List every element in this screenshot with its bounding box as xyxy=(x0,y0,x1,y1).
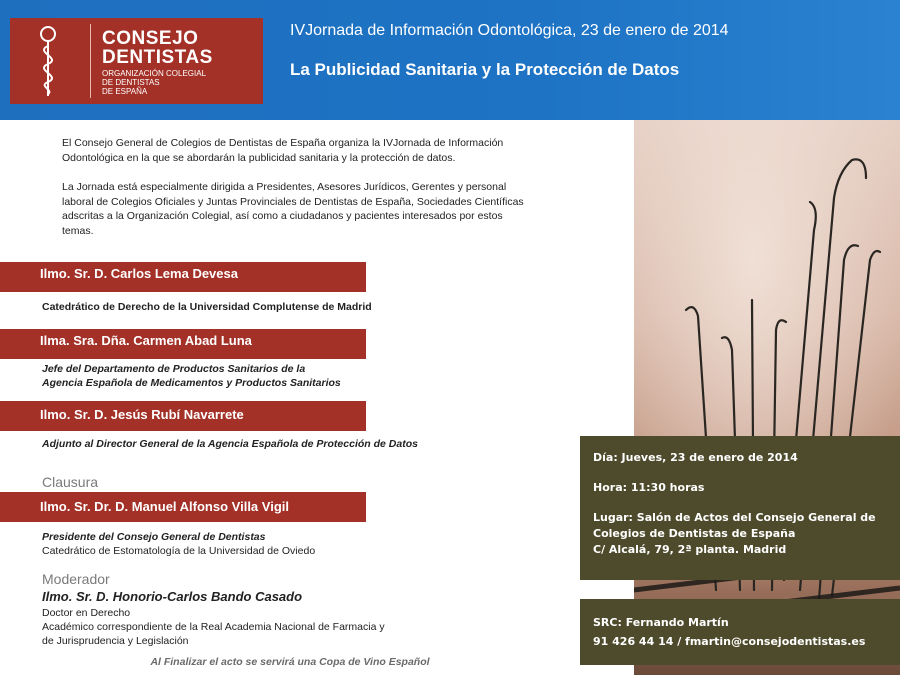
speaker-role-line: Catedrático de Derecho de la Universidad Complutense de Madrid xyxy=(42,301,372,313)
speaker-role xyxy=(42,362,341,390)
event-date: Día: Jueves, 23 de enero de 2014 xyxy=(593,451,798,464)
event-title: IVJornada de Información Odontológica, 23 de enero de 2014 xyxy=(290,22,729,39)
intro-paragraph-2 xyxy=(62,180,622,238)
speaker-role-line: Agencia Española de Medicamentos y Productos Sanitarios xyxy=(42,377,341,389)
event-time: Hora: 11:30 horas xyxy=(593,481,705,494)
speaker-role xyxy=(42,300,372,314)
moderator-detail-line: Doctor en Derecho xyxy=(42,607,131,619)
logo-subtitle-2: DE DENTISTAS xyxy=(102,78,160,87)
closing-label: Clausura xyxy=(42,474,99,490)
speaker-role-line: Jefe del Departamento de Productos Sanitarios de la xyxy=(42,363,306,375)
header-banner xyxy=(0,0,900,120)
moderator-label: Moderador xyxy=(42,571,110,587)
event-venue-line: Colegios de Dentistas de España xyxy=(593,527,796,540)
speaker-role xyxy=(42,437,418,451)
intro-line: temas. xyxy=(62,224,94,237)
caduceus-icon xyxy=(28,24,68,98)
speaker-name-bar: Ilmo. Sr. D. Carlos Lema Devesa xyxy=(0,262,366,292)
intro-line: Odontológica en la que se abordarán la publicidad sanitaria y la protección de datos. xyxy=(62,151,456,164)
speaker-role-line: Adjunto al Director General de la Agencia Española de Protección de Datos xyxy=(42,438,418,450)
speaker-name-bar: Ilmo. Sr. D. Jesús Rubí Navarrete xyxy=(0,401,366,431)
intro-paragraph-1 xyxy=(62,136,622,165)
closing-role xyxy=(42,530,315,558)
intro-line: El Consejo General de Colegios de Dentistas de España organiza la IVJornada de Información xyxy=(62,137,504,149)
logo-text-dentistas: DENTISTAS xyxy=(102,47,213,68)
intro-line: laboral de Colegios Oficiales y Juntas Provinciales de Dentistas de España, Sociedades Científicas xyxy=(62,195,524,208)
dental-instruments-photo xyxy=(634,120,900,675)
moderator-detail-line: de Jurisprudencia y Legislación xyxy=(42,635,189,647)
footer-note: Al Finalizar el acto se servirá una Copa de Vino Español xyxy=(150,656,430,668)
contact-name: SRC: Fernando Martín xyxy=(593,616,729,629)
event-subtitle: La Publicidad Sanitaria y la Protección de Datos xyxy=(290,60,680,79)
contact-box xyxy=(580,599,900,665)
consejo-dentistas-logo xyxy=(10,18,263,104)
moderator-name: Ilmo. Sr. D. Honorio-Carlos Bando Casado xyxy=(42,589,303,604)
event-venue-line: C/ Alcalá, 79, 2ª planta. Madrid xyxy=(593,543,787,556)
event-venue-line: Lugar: Salón de Actos del Consejo General de xyxy=(593,511,876,524)
event-details-box xyxy=(580,436,900,580)
moderator-details xyxy=(42,606,385,648)
contact-phone-email: 91 426 44 14 / fmartin@consejodentistas.es xyxy=(593,635,866,648)
closing-speaker-bar: Ilmo. Sr. Dr. D. Manuel Alfonso Villa Vigil xyxy=(0,492,366,522)
logo-subtitle-3: DE ESPAÑA xyxy=(102,87,148,96)
speaker-name-bar: Ilma. Sra. Dña. Carmen Abad Luna xyxy=(0,329,366,359)
logo-text-consejo: CONSEJO xyxy=(102,28,199,49)
logo-subtitle-1: ORGANIZACIÓN COLEGIAL xyxy=(102,69,207,78)
logo-divider xyxy=(90,24,91,98)
closing-role-line: Catedrático de Estomatología de la Universidad de Oviedo xyxy=(42,545,316,557)
intro-line: La Jornada está especialmente dirigida a Presidentes, Asesores Jurídicos, Gerentes y personal xyxy=(62,181,507,193)
moderator-detail-line: Académico correspondiente de la Real Academia Nacional de Farmacia y xyxy=(42,621,385,633)
intro-line: adscritas a la Organización Colegial, así como a ciudadanos y pacientes interesados por estos xyxy=(62,210,503,222)
closing-role-line: Presidente del Consejo General de Dentistas xyxy=(42,531,266,543)
